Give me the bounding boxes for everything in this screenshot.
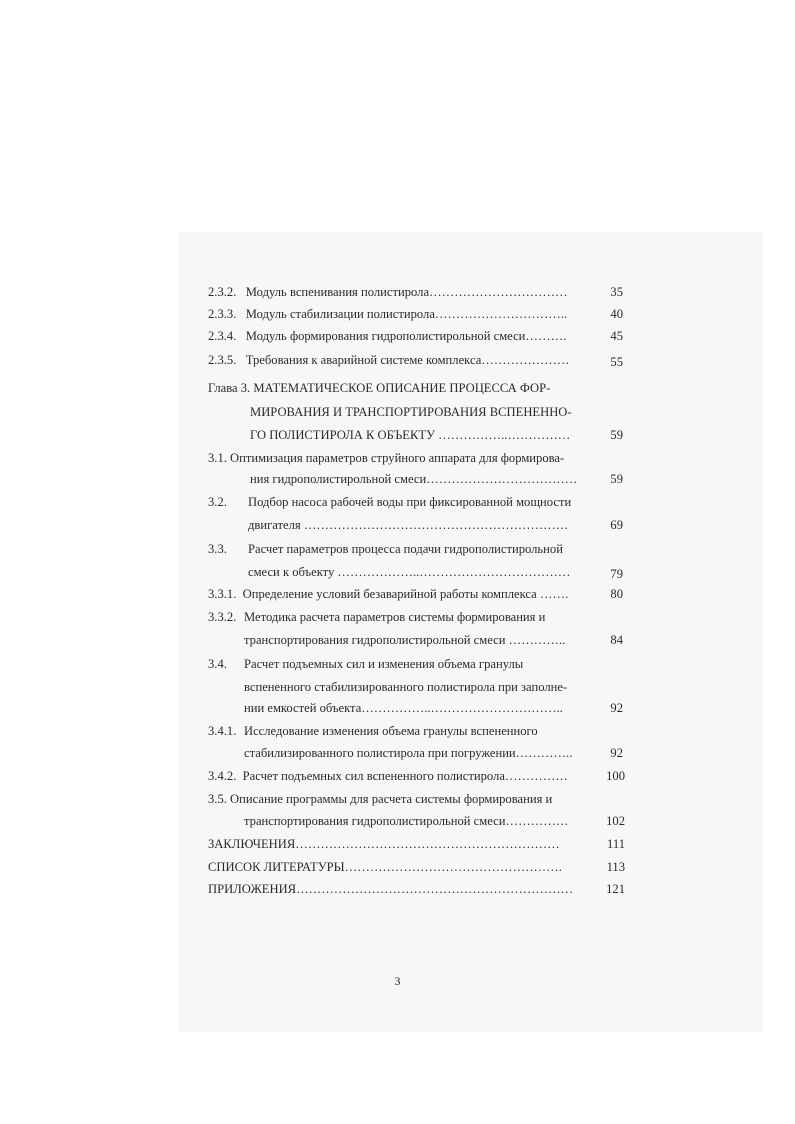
toc-conclusions: ЗАКЛЮЧЕНИЯ……………………………………………………… [208,837,560,851]
toc-appendices: ПРИЛОЖЕНИЯ………………………………………………………… [208,882,574,896]
toc-entry-3-1-line-2: ния гидрополистирольной смеси……………………………… [250,472,578,486]
toc-entry-3-4-line-1: Расчет подъемных сил и изменения объема гранулы [244,657,524,671]
toc-entry-2-3-3 [208,306,567,322]
entry-page: 113 [606,860,625,874]
entry-number: 3.3. [208,542,227,556]
entry-title: Модуль формирования гидрополистирольной смеси………. [245,329,567,343]
toc-entry-3-3-line-2: смеси к объекту ………………..……………………………… [248,565,571,579]
entry-page: 80 [610,587,623,601]
entry-number: 3.3.2. [208,610,237,624]
toc-chapter-3-line-1: Глава 3. МАТЕМАТИЧЕСКОЕ ОПИСАНИЕ ПРОЦЕССА ФОР- [208,381,551,395]
toc-chapter-3-line-2: МИРОВАНИЯ И ТРАНСПОРТИРОВАНИЯ ВСПЕНЕННО- [250,405,572,419]
toc-entry-2-3-5 [208,352,569,368]
entry-number: 3.2. [208,495,227,509]
toc-entry-3-4-2 [208,768,568,784]
entry-page: 40 [610,307,623,321]
toc-entry-3-2-line-1: Подбор насоса рабочей воды при фиксированной мощности [248,495,572,509]
entry-title: Расчет подъемных сил вспененного полистирола…………… [242,769,568,783]
entry-page: 84 [610,633,623,647]
entry-page: 79 [610,567,623,581]
entry-title: Определение условий безаварийной работы комплекса ……. [242,587,569,601]
page-number: 3 [394,974,401,988]
toc-entry-2-3-2 [208,284,568,300]
toc-chapter-3-line-3: ГО ПОЛИСТИРОЛА К ОБЪЕКТУ ……………..…………… [250,428,571,442]
entry-number: 2.3.4. [208,329,237,343]
toc-entry-3-4-1-line-2: стабилизированного полистирола при погружении………….. [244,746,573,760]
entry-number: 2.3.3. [208,307,237,321]
entry-title: Модуль вспенивания полистирола…………………………… [245,285,568,299]
entry-number: 3.4. [208,657,227,671]
entry-page: 111 [607,837,625,851]
toc-entry-3-4-line-3: нии емкостей объекта……………..………………………….. [244,701,563,715]
entry-title: Требования к аварийной системе комплекса………………… [245,353,570,367]
toc-entry-3-5-line-1: 3.5. Описание программы для расчета системы формирования и [208,792,553,806]
toc-entry-3-5-line-2: транспортирования гидрополистирольной смеси…………… [244,814,569,828]
toc-entry-3-3-2-line-2: транспортирования гидрополистирольной смеси ………….. [244,633,566,647]
entry-number: 3.3.1. [208,587,237,601]
entry-page: 35 [610,285,623,299]
toc-entry-3-4-line-2: вспененного стабилизированного полистирола при заполне- [244,680,568,694]
toc-references: СПИСОК ЛИТЕРАТУРЫ……………………………………………. [208,860,562,874]
entry-page: 92 [610,746,623,760]
entry-number: 2.3.5. [208,353,237,367]
toc-entry-3-2-line-2: двигателя ……………………………………………………… [248,518,569,532]
entry-page: 55 [610,355,623,369]
toc-entry-3-3-1 [208,586,568,602]
entry-page: 59 [610,472,623,486]
toc-entry-3-3-line-1: Расчет параметров процесса подачи гидрополистирольной [248,542,563,556]
entry-page: 45 [610,329,623,343]
entry-title: Модуль стабилизации полистирола………………………….. [245,307,568,321]
entry-page: 59 [610,428,623,442]
entry-page: 121 [606,882,625,896]
entry-number: 3.4.1. [208,724,237,738]
toc-entry-3-4-1-line-1: Исследование изменения объема гранулы вспененного [244,724,538,738]
entry-page: 100 [606,769,625,783]
toc-entry-2-3-4 [208,328,566,344]
entry-page: 102 [606,814,625,828]
entry-page: 69 [610,518,623,532]
entry-page: 92 [610,701,623,715]
entry-number: 3.4.2. [208,769,237,783]
toc-entry-3-1-line-1: 3.1. Оптимизация параметров струйного аппарата для формирова- [208,451,565,465]
entry-number: 2.3.2. [208,285,237,299]
toc-entry-3-3-2-line-1: Методика расчета параметров системы формирования и [244,610,546,624]
